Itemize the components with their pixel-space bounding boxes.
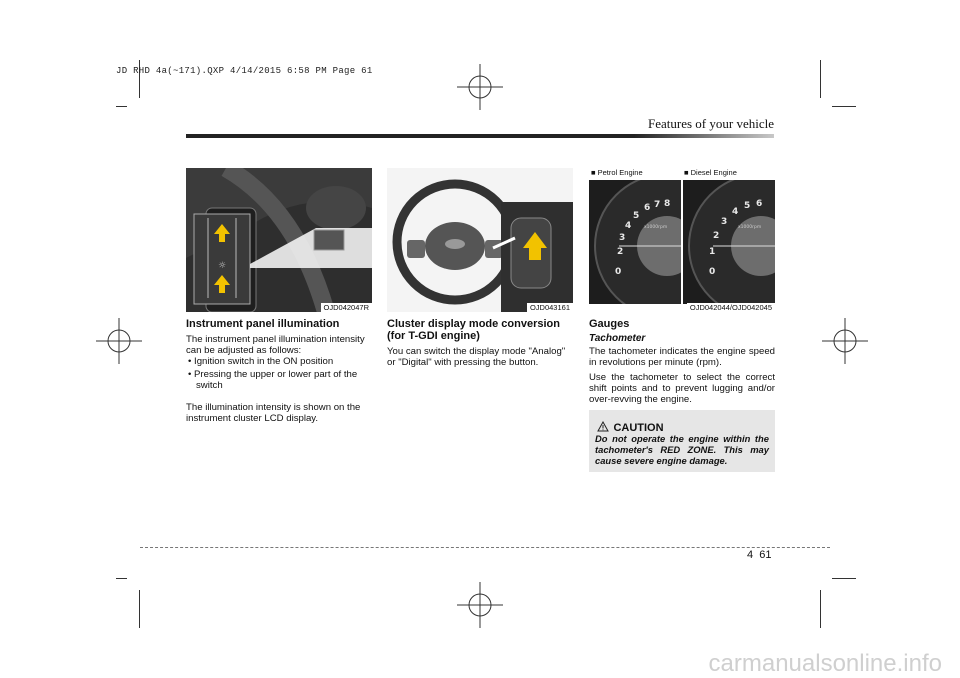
figure-code: OJD043161 bbox=[527, 303, 573, 312]
warning-triangle-icon bbox=[597, 421, 609, 432]
figure-code: OJD042044/OJD042045 bbox=[687, 303, 775, 312]
print-slug: JD RHD 4a(~171).QXP 4/14/2015 6:58 PM Page 61 bbox=[116, 66, 373, 76]
crop-mark bbox=[139, 590, 140, 628]
section-header-title: Features of your vehicle bbox=[648, 116, 774, 131]
svg-text:☼: ☼ bbox=[217, 261, 227, 271]
crop-mark bbox=[832, 106, 856, 107]
list-item: • Ignition switch in the ON position bbox=[188, 356, 334, 367]
crop-mark bbox=[820, 60, 821, 98]
petrol-engine-label: ■ Petrol Engine bbox=[591, 168, 643, 177]
svg-text:3: 3 bbox=[721, 217, 728, 227]
steering-wheel-illustration bbox=[387, 168, 573, 312]
paragraph-tachometer-2: Use the tachometer to select the correct shift points and to prevent lugging and/or over-revving the engine. bbox=[589, 372, 775, 405]
svg-text:7: 7 bbox=[654, 200, 661, 210]
figure-tachometers bbox=[589, 168, 775, 312]
paragraph-tachometer-1: The tachometer indicates the engine speed in revolutions per minute (rpm). bbox=[589, 346, 775, 368]
crop-mark bbox=[116, 578, 127, 579]
heading-cluster-display-mode: Cluster display mode conversion (for T-GDI engine) bbox=[387, 318, 560, 342]
subheading-tachometer: Tachometer bbox=[589, 333, 646, 344]
footer-rule bbox=[140, 547, 830, 548]
svg-text:4: 4 bbox=[625, 221, 632, 231]
svg-text:2: 2 bbox=[617, 247, 624, 257]
paragraph-outro: The illumination intensity is shown on the instrument cluster LCD display. bbox=[186, 402, 361, 424]
registration-mark-bottom bbox=[455, 580, 505, 630]
crop-mark bbox=[820, 590, 821, 628]
crop-mark bbox=[832, 578, 856, 579]
heading-instrument-panel-illumination: Instrument panel illumination bbox=[186, 318, 340, 330]
svg-text:0: 0 bbox=[709, 267, 716, 277]
figure-illumination-switch bbox=[186, 168, 372, 312]
svg-text:0: 0 bbox=[615, 267, 622, 277]
crop-mark bbox=[116, 106, 127, 107]
diesel-tachometer-illustration bbox=[683, 180, 775, 304]
watermark: carmanualsonline.info bbox=[708, 650, 942, 677]
svg-text:1: 1 bbox=[709, 247, 716, 257]
figure-code: OJD042047R bbox=[321, 303, 372, 312]
header-rule bbox=[186, 134, 774, 138]
svg-text:8: 8 bbox=[664, 199, 671, 209]
column-cluster-display bbox=[387, 318, 573, 368]
svg-text:6: 6 bbox=[756, 199, 763, 209]
heading-gauges: Gauges bbox=[589, 318, 630, 330]
page-number: 4 61 bbox=[747, 549, 772, 561]
caution-box bbox=[589, 410, 775, 472]
svg-text:2: 2 bbox=[713, 231, 720, 241]
paragraph-cluster-display: You can switch the display mode "Analog" or "Digital" with pressing the button. bbox=[387, 346, 566, 368]
caution-text: Do not operate the engine within the tachometer's RED ZONE. This may cause severe engine damage. bbox=[595, 433, 769, 466]
petrol-tachometer-illustration bbox=[589, 180, 681, 304]
gauge-unit: x1000rpm bbox=[644, 225, 668, 230]
illumination-switch-illustration bbox=[186, 168, 372, 312]
registration-mark-top bbox=[455, 62, 505, 112]
column-instrument-panel bbox=[186, 318, 372, 424]
svg-text:3: 3 bbox=[619, 233, 626, 243]
svg-text:4: 4 bbox=[732, 207, 739, 217]
svg-text:5: 5 bbox=[633, 211, 640, 221]
caution-title: CAUTION bbox=[613, 422, 664, 434]
list-item: • Pressing the upper or lower part of the switch bbox=[188, 369, 358, 391]
paragraph-intro: The instrument panel illumination intensity can be adjusted as follows: bbox=[186, 334, 365, 356]
svg-text:5: 5 bbox=[744, 201, 751, 211]
gauge-unit: x1000rpm bbox=[738, 225, 762, 230]
svg-text:6: 6 bbox=[644, 203, 651, 213]
registration-mark-right bbox=[820, 316, 870, 366]
figure-steering-wheel bbox=[387, 168, 573, 312]
diesel-engine-label: ■ Diesel Engine bbox=[684, 168, 737, 177]
column-gauges bbox=[589, 318, 775, 405]
registration-mark-left bbox=[94, 316, 144, 366]
